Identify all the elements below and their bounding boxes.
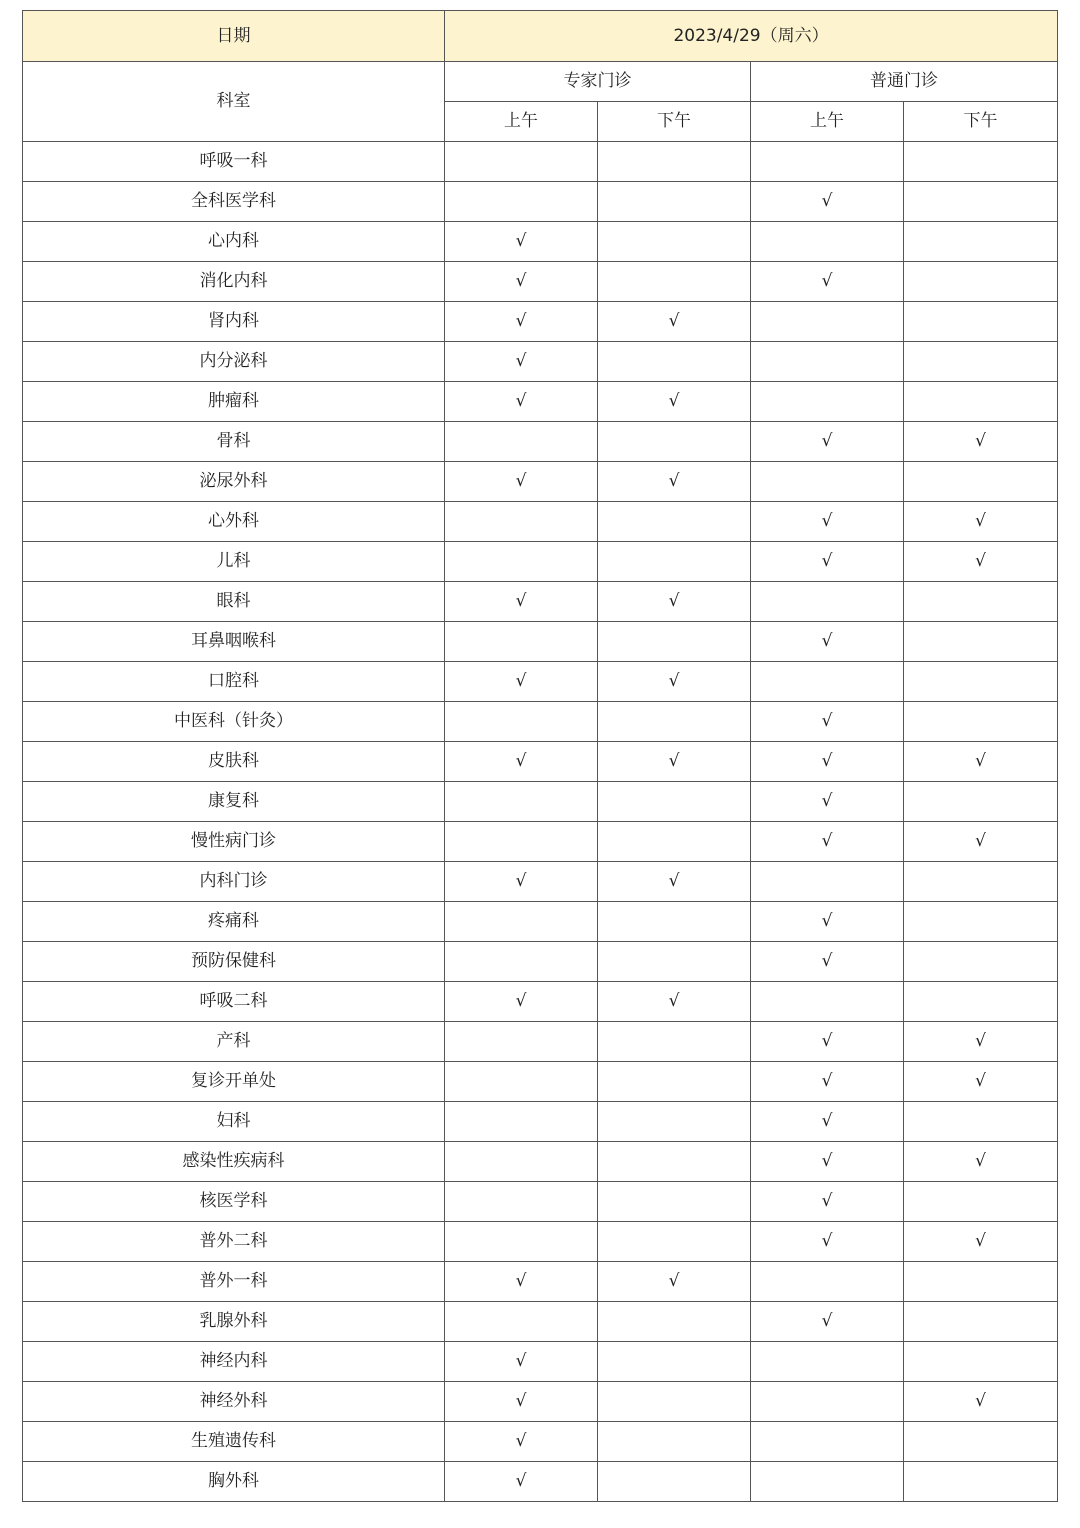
department-name: 乳腺外科 — [23, 1302, 445, 1342]
general-afternoon-cell — [904, 142, 1058, 182]
expert-morning-cell — [445, 302, 598, 342]
check-mark: √ — [668, 751, 680, 771]
expert-morning-cell — [445, 502, 598, 542]
department-name: 妇科 — [23, 1102, 445, 1142]
general-afternoon-cell — [904, 862, 1058, 902]
general-morning-cell — [751, 862, 904, 902]
department-row — [23, 142, 1058, 182]
expert-morning-cell — [445, 1302, 598, 1342]
expert-afternoon-cell — [598, 702, 751, 742]
general-afternoon-cell — [904, 1062, 1058, 1102]
department-row — [23, 982, 1058, 1022]
department-row — [23, 1302, 1058, 1342]
check-mark: √ — [515, 231, 527, 251]
general-morning-cell — [751, 1382, 904, 1422]
department-name: 感染性疾病科 — [23, 1142, 445, 1182]
expert-afternoon-cell — [598, 422, 751, 462]
general-morning-cell — [751, 542, 904, 582]
department-name: 全科医学科 — [23, 182, 445, 222]
general-afternoon-cell — [904, 1102, 1058, 1142]
expert-morning-cell — [445, 582, 598, 622]
check-mark: √ — [668, 1271, 680, 1291]
general-afternoon-cell — [904, 742, 1058, 782]
expert-morning-cell — [445, 342, 598, 382]
check-mark: √ — [515, 271, 527, 291]
check-mark: √ — [515, 751, 527, 771]
expert-afternoon-cell — [598, 1182, 751, 1222]
clinic-schedule-table — [22, 10, 1058, 1502]
check-mark: √ — [821, 1311, 833, 1331]
check-mark: √ — [975, 1031, 986, 1051]
department-row — [23, 1222, 1058, 1262]
general-morning-cell — [751, 622, 904, 662]
expert-afternoon-cell — [598, 622, 751, 662]
date-value: 2023/4/29（周六） — [445, 11, 1058, 62]
expert-afternoon-cell — [598, 1022, 751, 1062]
general-morning-cell — [751, 142, 904, 182]
expert-afternoon-cell — [598, 1222, 751, 1262]
general-morning-cell — [751, 1222, 904, 1262]
department-row — [23, 862, 1058, 902]
department-row — [23, 1462, 1058, 1502]
expert-morning-cell — [445, 182, 598, 222]
general-morning-cell — [751, 262, 904, 302]
department-row — [23, 262, 1058, 302]
check-mark: √ — [975, 551, 986, 571]
department-name: 神经外科 — [23, 1382, 445, 1422]
expert-morning-cell — [445, 782, 598, 822]
department-name: 复诊开单处 — [23, 1062, 445, 1102]
check-mark: √ — [668, 311, 680, 331]
department-row — [23, 1062, 1058, 1102]
department-name: 预防保健科 — [23, 942, 445, 982]
expert-afternoon-cell — [598, 942, 751, 982]
expert-morning-cell — [445, 142, 598, 182]
expert-morning-header: 上午 — [445, 102, 598, 142]
check-mark: √ — [821, 1191, 833, 1211]
expert-morning-cell — [445, 1462, 598, 1502]
department-row — [23, 222, 1058, 262]
expert-morning-cell — [445, 982, 598, 1022]
check-mark: √ — [668, 671, 680, 691]
check-mark: √ — [515, 1271, 527, 1291]
check-mark: √ — [821, 1071, 833, 1091]
general-morning-cell — [751, 702, 904, 742]
expert-morning-cell — [445, 1182, 598, 1222]
department-name: 疼痛科 — [23, 902, 445, 942]
expert-morning-cell — [445, 902, 598, 942]
general-morning-cell — [751, 1262, 904, 1302]
expert-morning-cell — [445, 262, 598, 302]
general-morning-cell — [751, 1102, 904, 1142]
department-row — [23, 1382, 1058, 1422]
date-label: 日期 — [23, 11, 445, 62]
department-name: 生殖遗传科 — [23, 1422, 445, 1462]
expert-afternoon-cell — [598, 1142, 751, 1182]
department-name: 慢性病门诊 — [23, 822, 445, 862]
general-afternoon-cell — [904, 1022, 1058, 1062]
expert-afternoon-cell — [598, 742, 751, 782]
general-afternoon-cell — [904, 582, 1058, 622]
department-row — [23, 662, 1058, 702]
expert-afternoon-cell — [598, 222, 751, 262]
check-mark: √ — [821, 711, 833, 731]
check-mark: √ — [821, 791, 833, 811]
general-morning-cell — [751, 502, 904, 542]
department-row — [23, 702, 1058, 742]
department-name: 肾内科 — [23, 302, 445, 342]
expert-morning-cell — [445, 1422, 598, 1462]
department-name: 呼吸二科 — [23, 982, 445, 1022]
general-morning-cell — [751, 222, 904, 262]
expert-afternoon-cell — [598, 982, 751, 1022]
general-afternoon-cell — [904, 1262, 1058, 1302]
department-name: 中医科（针灸） — [23, 702, 445, 742]
expert-afternoon-cell — [598, 862, 751, 902]
general-afternoon-cell — [904, 302, 1058, 342]
general-morning-header: 上午 — [751, 102, 904, 142]
general-afternoon-cell — [904, 462, 1058, 502]
general-afternoon-cell — [904, 422, 1058, 462]
check-mark: √ — [975, 1151, 986, 1171]
check-mark: √ — [821, 431, 833, 451]
general-afternoon-cell — [904, 662, 1058, 702]
department-name: 眼科 — [23, 582, 445, 622]
general-afternoon-header: 下午 — [904, 102, 1058, 142]
general-morning-cell — [751, 1182, 904, 1222]
department-name: 神经内科 — [23, 1342, 445, 1382]
check-mark: √ — [515, 471, 527, 491]
department-name: 核医学科 — [23, 1182, 445, 1222]
check-mark: √ — [975, 431, 986, 451]
expert-afternoon-cell — [598, 182, 751, 222]
expert-morning-cell — [445, 702, 598, 742]
expert-afternoon-cell — [598, 782, 751, 822]
expert-afternoon-cell — [598, 822, 751, 862]
general-morning-cell — [751, 902, 904, 942]
expert-afternoon-cell — [598, 502, 751, 542]
general-morning-cell — [751, 822, 904, 862]
expert-morning-cell — [445, 222, 598, 262]
general-afternoon-cell — [904, 262, 1058, 302]
expert-afternoon-cell — [598, 542, 751, 582]
department-name: 皮肤科 — [23, 742, 445, 782]
general-morning-cell — [751, 742, 904, 782]
general-afternoon-cell — [904, 1222, 1058, 1262]
check-mark: √ — [821, 951, 833, 971]
department-row — [23, 502, 1058, 542]
check-mark: √ — [515, 1471, 527, 1491]
expert-morning-cell — [445, 662, 598, 702]
expert-morning-cell — [445, 942, 598, 982]
expert-afternoon-cell — [598, 1342, 751, 1382]
department-row — [23, 1022, 1058, 1062]
expert-afternoon-cell — [598, 1262, 751, 1302]
general-morning-cell — [751, 662, 904, 702]
check-mark: √ — [821, 911, 833, 931]
department-name: 口腔科 — [23, 662, 445, 702]
department-name: 消化内科 — [23, 262, 445, 302]
schedule-body — [23, 11, 1058, 1502]
expert-afternoon-cell — [598, 382, 751, 422]
general-afternoon-cell — [904, 1142, 1058, 1182]
department-name: 普外一科 — [23, 1262, 445, 1302]
general-morning-cell — [751, 1062, 904, 1102]
general-morning-cell — [751, 1462, 904, 1502]
check-mark: √ — [821, 1151, 833, 1171]
expert-afternoon-cell — [598, 1382, 751, 1422]
expert-morning-cell — [445, 542, 598, 582]
expert-morning-cell — [445, 1142, 598, 1182]
general-afternoon-cell — [904, 542, 1058, 582]
department-row — [23, 622, 1058, 662]
check-mark: √ — [515, 311, 527, 331]
general-afternoon-cell — [904, 902, 1058, 942]
expert-afternoon-cell — [598, 662, 751, 702]
check-mark: √ — [975, 831, 986, 851]
check-mark: √ — [668, 591, 680, 611]
check-mark: √ — [821, 631, 833, 651]
department-row — [23, 542, 1058, 582]
department-row — [23, 1102, 1058, 1142]
department-name: 产科 — [23, 1022, 445, 1062]
check-mark: √ — [975, 751, 986, 771]
general-morning-cell — [751, 422, 904, 462]
check-mark: √ — [668, 871, 680, 891]
department-row — [23, 742, 1058, 782]
expert-afternoon-cell — [598, 582, 751, 622]
department-row — [23, 382, 1058, 422]
expert-afternoon-cell — [598, 302, 751, 342]
department-row — [23, 582, 1058, 622]
expert-afternoon-cell — [598, 1302, 751, 1342]
general-afternoon-cell — [904, 342, 1058, 382]
department-row — [23, 782, 1058, 822]
general-afternoon-cell — [904, 702, 1058, 742]
general-morning-cell — [751, 1022, 904, 1062]
expert-morning-cell — [445, 862, 598, 902]
check-mark: √ — [975, 1231, 986, 1251]
general-morning-cell — [751, 182, 904, 222]
general-afternoon-cell — [904, 1302, 1058, 1342]
department-row — [23, 422, 1058, 462]
department-row — [23, 182, 1058, 222]
department-row — [23, 302, 1058, 342]
expert-afternoon-cell — [598, 1462, 751, 1502]
expert-morning-cell — [445, 422, 598, 462]
clinic-type-header-row — [23, 62, 1058, 102]
general-afternoon-cell — [904, 1422, 1058, 1462]
general-afternoon-cell — [904, 982, 1058, 1022]
check-mark: √ — [821, 1231, 833, 1251]
general-afternoon-cell — [904, 1182, 1058, 1222]
general-morning-cell — [751, 1422, 904, 1462]
check-mark: √ — [515, 591, 527, 611]
expert-morning-cell — [445, 1062, 598, 1102]
department-row — [23, 1142, 1058, 1182]
check-mark: √ — [821, 271, 833, 291]
expert-morning-cell — [445, 382, 598, 422]
general-morning-cell — [751, 462, 904, 502]
expert-afternoon-cell — [598, 1102, 751, 1142]
department-name: 心内科 — [23, 222, 445, 262]
expert-morning-cell — [445, 1222, 598, 1262]
check-mark: √ — [821, 831, 833, 851]
general-morning-cell — [751, 942, 904, 982]
general-afternoon-cell — [904, 502, 1058, 542]
check-mark: √ — [821, 551, 833, 571]
expert-morning-cell — [445, 1382, 598, 1422]
check-mark: √ — [515, 391, 527, 411]
department-name: 普外二科 — [23, 1222, 445, 1262]
department-name: 肿瘤科 — [23, 382, 445, 422]
expert-afternoon-cell — [598, 462, 751, 502]
department-name: 内科门诊 — [23, 862, 445, 902]
department-row — [23, 462, 1058, 502]
expert-morning-cell — [445, 742, 598, 782]
check-mark: √ — [515, 1351, 527, 1371]
expert-morning-cell — [445, 822, 598, 862]
general-afternoon-cell — [904, 1462, 1058, 1502]
general-afternoon-cell — [904, 1342, 1058, 1382]
department-row — [23, 342, 1058, 382]
department-row — [23, 902, 1058, 942]
department-name: 胸外科 — [23, 1462, 445, 1502]
general-afternoon-cell — [904, 182, 1058, 222]
general-afternoon-cell — [904, 822, 1058, 862]
department-name: 呼吸一科 — [23, 142, 445, 182]
general-morning-cell — [751, 382, 904, 422]
department-name: 儿科 — [23, 542, 445, 582]
general-morning-cell — [751, 982, 904, 1022]
department-name: 康复科 — [23, 782, 445, 822]
check-mark: √ — [821, 511, 833, 531]
general-afternoon-cell — [904, 942, 1058, 982]
department-row — [23, 822, 1058, 862]
check-mark: √ — [515, 671, 527, 691]
expert-morning-cell — [445, 622, 598, 662]
expert-morning-cell — [445, 1342, 598, 1382]
department-name: 泌尿外科 — [23, 462, 445, 502]
check-mark: √ — [975, 511, 986, 531]
expert-afternoon-cell — [598, 142, 751, 182]
check-mark: √ — [821, 191, 833, 211]
general-morning-cell — [751, 1302, 904, 1342]
date-header-row — [23, 11, 1058, 62]
general-clinic-header: 普通门诊 — [751, 62, 1058, 102]
expert-afternoon-header: 下午 — [598, 102, 751, 142]
expert-afternoon-cell — [598, 902, 751, 942]
check-mark: √ — [821, 751, 833, 771]
check-mark: √ — [975, 1391, 986, 1411]
expert-morning-cell — [445, 1102, 598, 1142]
department-name: 耳鼻咽喉科 — [23, 622, 445, 662]
department-row — [23, 1182, 1058, 1222]
department-name: 心外科 — [23, 502, 445, 542]
check-mark: √ — [821, 1031, 833, 1051]
check-mark: √ — [668, 471, 680, 491]
department-name: 骨科 — [23, 422, 445, 462]
check-mark: √ — [515, 871, 527, 891]
expert-afternoon-cell — [598, 262, 751, 302]
department-name: 内分泌科 — [23, 342, 445, 382]
expert-afternoon-cell — [598, 1422, 751, 1462]
expert-afternoon-cell — [598, 342, 751, 382]
check-mark: √ — [515, 351, 527, 371]
expert-afternoon-cell — [598, 1062, 751, 1102]
general-afternoon-cell — [904, 782, 1058, 822]
check-mark: √ — [821, 1111, 833, 1131]
department-row — [23, 1262, 1058, 1302]
general-afternoon-cell — [904, 1382, 1058, 1422]
check-mark: √ — [668, 391, 680, 411]
department-row — [23, 1342, 1058, 1382]
department-row — [23, 1422, 1058, 1462]
general-afternoon-cell — [904, 222, 1058, 262]
expert-clinic-header: 专家门诊 — [445, 62, 751, 102]
general-morning-cell — [751, 582, 904, 622]
check-mark: √ — [668, 991, 680, 1011]
check-mark: √ — [515, 1391, 527, 1411]
check-mark: √ — [515, 991, 527, 1011]
general-afternoon-cell — [904, 622, 1058, 662]
department-row — [23, 942, 1058, 982]
general-morning-cell — [751, 1142, 904, 1182]
general-morning-cell — [751, 302, 904, 342]
expert-morning-cell — [445, 1262, 598, 1302]
general-afternoon-cell — [904, 382, 1058, 422]
check-mark: √ — [515, 1431, 527, 1451]
check-mark: √ — [975, 1071, 986, 1091]
expert-morning-cell — [445, 462, 598, 502]
department-label: 科室 — [23, 62, 445, 142]
expert-morning-cell — [445, 1022, 598, 1062]
general-morning-cell — [751, 342, 904, 382]
general-morning-cell — [751, 1342, 904, 1382]
general-morning-cell — [751, 782, 904, 822]
